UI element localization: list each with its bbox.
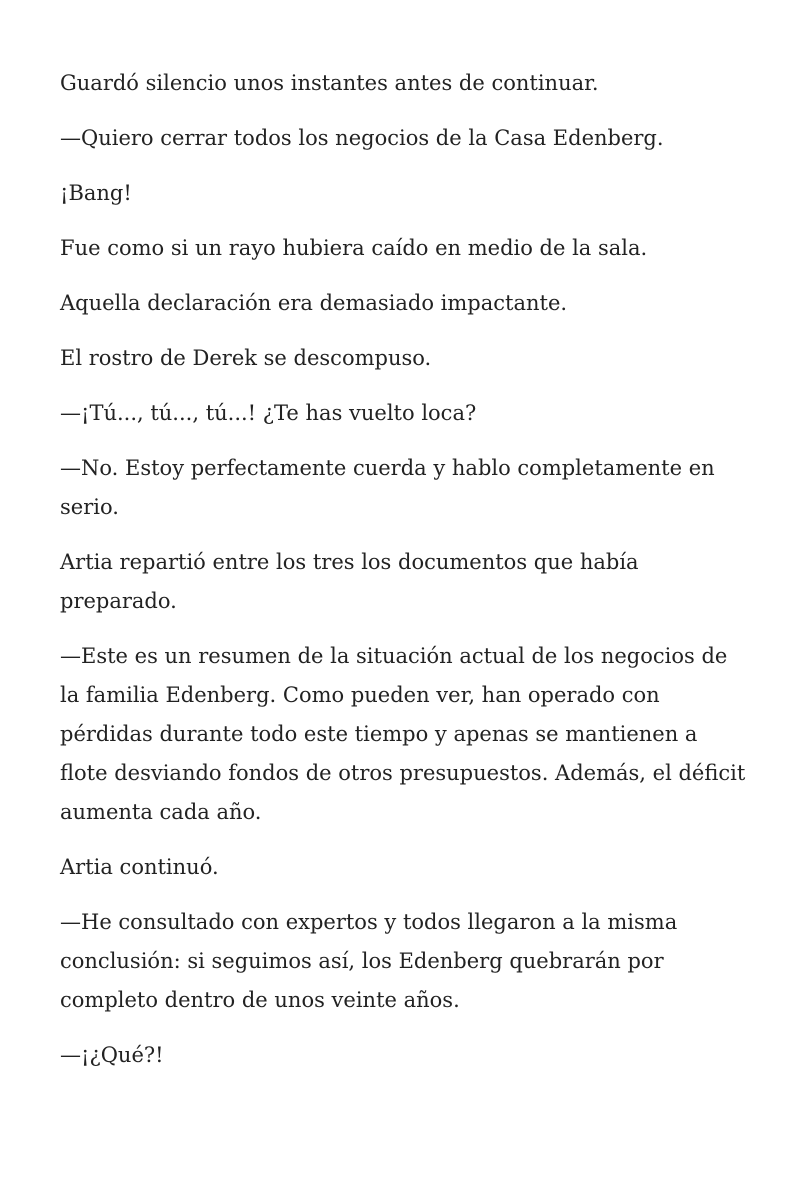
paragraph: —Quiero cerrar todos los negocios de la Casa Edenberg. bbox=[60, 126, 664, 150]
paragraph: Artia continuó. bbox=[60, 855, 219, 879]
paragraph: Guardó silencio unos instantes antes de continuar. bbox=[60, 71, 599, 95]
paragraph: —¡¿Qué?! bbox=[60, 1043, 164, 1067]
paragraph: Aquella declaración era demasiado impactante. bbox=[60, 291, 568, 315]
paragraph: El rostro de Derek se descompuso. bbox=[60, 346, 432, 370]
paragraph: —He consultado con expertos y todos llegaron a la misma conclusión: si seguimos así, los Edenberg quebrarán por completo dentro de unos veinte años. bbox=[60, 910, 678, 1012]
paragraph: —No. Estoy perfectamente cuerda y hablo completamente en serio. bbox=[60, 456, 715, 519]
paragraph: —Este es un resumen de la situación actual de los negocios de la familia Edenberg. Como pueden ver, han operado con pérdidas durante todo este tiempo y apenas se mantienen a flote desviando fondos de otros presupuestos. Además, el déficit aumenta cada año. bbox=[60, 644, 746, 824]
paragraph: Artia repartió entre los tres los documentos que había preparado. bbox=[60, 550, 639, 613]
paragraph: ¡Bang! bbox=[60, 181, 132, 205]
document-body bbox=[60, 64, 750, 1091]
paragraph: Fue como si un rayo hubiera caído en medio de la sala. bbox=[60, 236, 648, 260]
paragraph: —¡Tú..., tú..., tú...! ¿Te has vuelto loca? bbox=[60, 401, 477, 425]
